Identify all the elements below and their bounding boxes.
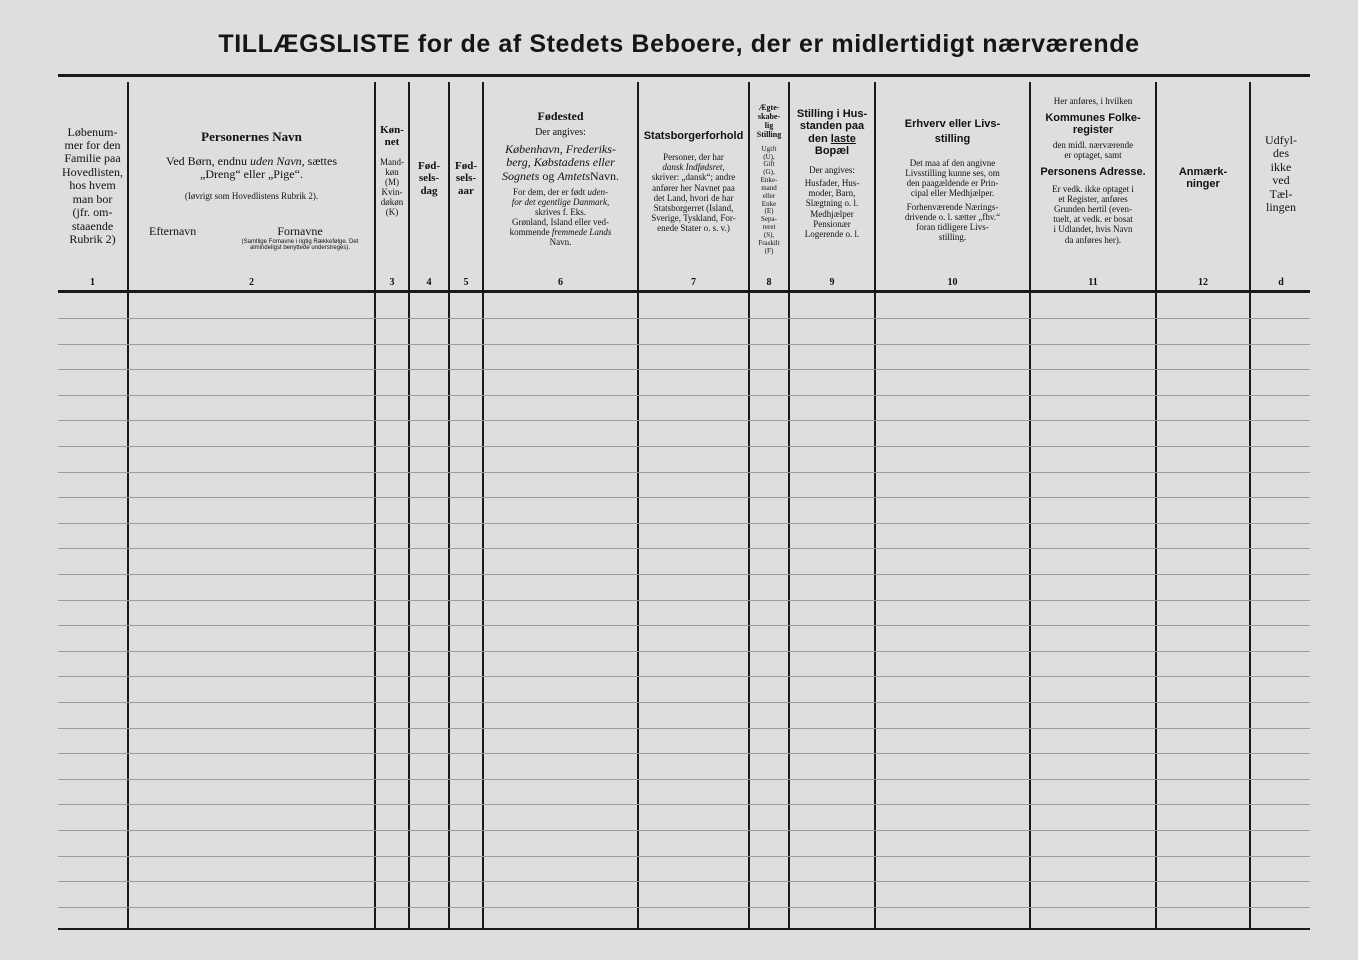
- col-11-heading-2: Personens Adresse.: [1040, 165, 1146, 178]
- col-2-heading: Personernes Navn: [201, 129, 302, 144]
- col-1-line: man bor: [72, 191, 113, 206]
- col-11-line: i Udlandet, hvis Navn: [1053, 224, 1133, 235]
- col-1-line: mer for den: [64, 137, 121, 152]
- col-10-heading-line: Erhverv eller Livs-: [904, 118, 1001, 130]
- ruled-line: [58, 856, 1310, 857]
- col-10-line: Livsstilling kunne ses, om: [905, 167, 1000, 178]
- ruled-line: [58, 728, 1310, 729]
- col-10-header: [876, 82, 1029, 290]
- ruled-line: [58, 574, 1310, 575]
- col-3-line: (K): [385, 207, 399, 218]
- col-6-text-line: skrives f. Eks.: [535, 207, 586, 218]
- col-3-heading-line: Køn-: [380, 124, 404, 136]
- col-6-number: 6: [558, 277, 563, 288]
- col-2-forenames-label: Fornavne: [277, 223, 323, 238]
- col-6-header: [484, 82, 637, 290]
- col-9-line: Husfader, Hus-: [804, 178, 860, 189]
- col-2-forenames-block: [240, 224, 360, 252]
- ruled-line: [58, 548, 1310, 549]
- col-11-heading-line: register: [1072, 124, 1114, 137]
- col-1-line: staaende: [71, 218, 114, 233]
- ruled-line: [58, 830, 1310, 831]
- col-6-italic-line: København, Frederiks-: [505, 141, 616, 156]
- col-6-heading: Fødested: [537, 109, 584, 123]
- col-2-note: (Iøvrigt som Hovedlistens Rubrik 2).: [184, 191, 319, 202]
- col-8-line: Ugift: [761, 144, 777, 153]
- col-11-line: Er vedk. ikke optaget i: [1052, 184, 1134, 195]
- col-2-text-1: Ved Børn, endnu uden Navn, sættes: [166, 153, 337, 168]
- col-10-line: Forhenværende Nærings-: [906, 201, 999, 212]
- col-11-line: et Register, anføres: [1058, 194, 1128, 205]
- col-d-line: des: [1273, 146, 1289, 161]
- col-6-text-line: Grønland, Island eller ved-: [512, 217, 609, 228]
- col-9-heading-line: Bopæl: [814, 144, 850, 157]
- col-d-header: [1251, 82, 1311, 290]
- col-3-heading-line: net: [384, 136, 400, 149]
- col-1-line: Løbenum-: [67, 124, 118, 139]
- ruled-line: [58, 497, 1310, 498]
- col-9-line: moder, Barn,: [808, 188, 856, 199]
- ruled-line: [58, 804, 1310, 805]
- col-3-number: 3: [389, 277, 395, 288]
- col-3-line: Mand-: [380, 156, 404, 167]
- col-7-line: Statsborgerret (Island,: [653, 202, 734, 213]
- col-2-text-2: „Dreng“ eller „Pige“.: [200, 166, 303, 181]
- col-11-line: den midl. nærværende: [1052, 139, 1134, 150]
- col-7-heading: Statsborgerforhold: [643, 130, 744, 142]
- col-5-header: [450, 82, 482, 290]
- col-9-line: Medhjælper: [810, 208, 854, 219]
- col-8-heading-line: Stilling: [756, 129, 782, 139]
- col-4-heading-line: sels-: [418, 172, 440, 185]
- ruled-line: [58, 446, 1310, 447]
- col-6-italic-line-b: for det egentlige Danmark,: [511, 197, 610, 208]
- col-7-line: enede Stater o. s. v.): [657, 222, 730, 233]
- col-4-number: 4: [426, 277, 432, 288]
- col-9-heading-line: Stilling i Hus-: [796, 108, 868, 120]
- col-d-line: Udfyl-: [1265, 133, 1297, 147]
- ruled-line: [58, 600, 1310, 601]
- col-8-line: Enke: [761, 199, 777, 208]
- col-2-surname-label: Efternavn: [149, 223, 197, 238]
- form-title: TILLÆGSLISTE for de af Stedets Beboere, der er midlertidigt nærværende: [218, 30, 1140, 58]
- col-2-header: [129, 82, 374, 290]
- ruled-line: [58, 344, 1310, 345]
- col-4-heading-line: dag: [420, 184, 438, 197]
- col-11-top: Her anføres, i hvilken: [1053, 96, 1133, 106]
- col-8-line: Sepa-: [761, 215, 777, 224]
- ruled-line: [58, 523, 1310, 524]
- col-9-header: [790, 82, 874, 290]
- col-8-line: mand: [761, 183, 777, 192]
- col-12-heading-line: ninger: [1186, 178, 1220, 191]
- col-8-heading-line: lig: [764, 120, 774, 130]
- col-7-line: skriver: „dansk“; andre: [651, 172, 736, 183]
- col-10-line: stilling.: [938, 232, 967, 243]
- col-10-line: drivende o. l. sætter „fhv.“: [904, 212, 1001, 223]
- col-12-number: 12: [1198, 277, 1208, 288]
- col-6-italic-line: berg, Købstadens eller: [506, 155, 615, 170]
- col-1-line: Hovedlisten,: [62, 164, 123, 179]
- col-11-heading-line: Kommunes Folke-: [1045, 112, 1141, 125]
- ruled-line: [58, 881, 1310, 882]
- col-11-line: er optaget, samt: [1064, 149, 1122, 160]
- ruled-line: [58, 702, 1310, 703]
- col-8-line: (G),: [763, 168, 775, 177]
- col-9-line: Slægtning o. l.: [805, 198, 859, 209]
- ruled-line: [58, 651, 1310, 652]
- col-8-heading-line: Ægte-: [758, 103, 780, 112]
- col-11-header: [1031, 82, 1155, 290]
- ruled-line: [58, 676, 1310, 677]
- col-8-line: (U),: [763, 152, 775, 161]
- col-7-line: Personer, der har: [663, 152, 724, 163]
- ruled-line: [58, 318, 1310, 319]
- col-5-heading-line: aar: [458, 184, 474, 197]
- col-4-heading-line: Fød-: [418, 160, 440, 172]
- col-d-line: ved: [1272, 173, 1290, 188]
- col-3-line: køn: [385, 166, 399, 177]
- col-12-header: [1157, 82, 1249, 290]
- ruled-line: [58, 395, 1310, 396]
- col-8-line: Fraskilt: [758, 238, 780, 247]
- ruled-line: [58, 625, 1310, 626]
- col-d-line: ikke: [1270, 159, 1292, 174]
- ruled-line: [58, 420, 1310, 421]
- col-d-line: Tæl-: [1269, 186, 1293, 201]
- col-7-italic-line: dansk Indfødsret,: [662, 162, 725, 173]
- col-9-sub: Der angives:: [809, 165, 855, 176]
- col-8-line: (E): [764, 207, 774, 216]
- col-10-heading-line: stilling: [934, 133, 971, 146]
- col-1-number: 1: [90, 277, 95, 288]
- col-1-line: Familie paa: [64, 151, 121, 166]
- col-10-line: den paagældende er Prin-: [906, 177, 999, 188]
- col-2-number: 2: [249, 277, 254, 288]
- ruled-line: [58, 779, 1310, 780]
- col-d-line: lingen: [1266, 200, 1296, 215]
- ruled-line: [58, 753, 1310, 754]
- col-7-header: [639, 82, 748, 290]
- col-8-line: (S),: [763, 230, 775, 239]
- col-5-heading-line: Fød-: [455, 160, 477, 172]
- col-11-line: da anføres her).: [1064, 234, 1122, 245]
- col-8-line: reret: [762, 223, 776, 232]
- col-1-line: Rubrik 2): [69, 232, 116, 247]
- col-11-number: 11: [1088, 277, 1098, 288]
- col-1-header: [58, 82, 127, 290]
- ruled-line: [58, 907, 1310, 908]
- col-5-number: 5: [463, 277, 469, 288]
- col-8-line: Enke-: [760, 176, 778, 185]
- col-8-heading-line: skabe-: [757, 111, 781, 121]
- col-8-line: Gift: [763, 160, 775, 169]
- col-9-heading-line: den laste: [808, 132, 856, 145]
- col-7-number: 7: [691, 277, 696, 288]
- table-bottom-rule: [58, 928, 1310, 930]
- col-3-line: (M): [385, 176, 399, 187]
- col-2-subheads: [129, 224, 374, 252]
- header-bottom-rule: [58, 290, 1310, 293]
- col-6-text-line: For dem, der er født uden-: [513, 186, 608, 197]
- col-11-line: tuelt, at vedk. er bosat: [1053, 214, 1133, 225]
- col-8-line: (F): [764, 246, 774, 255]
- col-6-text-line: Navn.: [549, 237, 572, 248]
- col-6-sub: Der angives:: [535, 127, 586, 139]
- col-6-text-line: kommende fremmede Lands: [509, 227, 612, 238]
- col-10-line: Det maa af den angivne: [909, 157, 996, 168]
- col-8-header: [750, 82, 788, 290]
- col-2-forenames-note: (Samtlige Fornavne i rigtig Rækkefølge. Det almindeligst benyttede understreges).: [241, 238, 359, 252]
- col-5-heading-line: sels-: [455, 172, 477, 185]
- col-11-line: Grunden hertil (even-: [1054, 204, 1132, 215]
- col-d-number: d: [1278, 277, 1284, 288]
- col-7-line: anfører her Navnet paa: [652, 182, 735, 193]
- col-9-number: 9: [829, 277, 835, 288]
- col-9-heading-line: standen paa: [799, 120, 865, 133]
- ruled-line: [58, 369, 1310, 370]
- col-7-line: Sverige, Tyskland, For-: [651, 212, 736, 223]
- col-10-number: 10: [947, 277, 958, 288]
- col-3-header: [376, 82, 408, 290]
- col-8-number: 8: [766, 277, 772, 288]
- col-1-line: hos hvem: [69, 178, 116, 193]
- col-10-line: foran tidligere Livs-: [916, 222, 989, 233]
- col-3-line: døkøn: [380, 196, 404, 207]
- col-3-line: Kvin-: [381, 186, 403, 197]
- col-1-line: (jfr. om-: [72, 205, 113, 220]
- col-7-line: det Land, hvori de har: [653, 192, 734, 203]
- col-6-mixed-line: Sognets og AmtetsNavn.: [501, 168, 619, 183]
- col-12-heading-line: Anmærk-: [1178, 166, 1228, 178]
- col-10-line: cipal eller Medhjælper.: [910, 187, 995, 198]
- ruled-line: [58, 472, 1310, 473]
- col-4-header: [410, 82, 448, 290]
- col-9-line: Logerende o. l.: [804, 228, 860, 239]
- header-top-rule: [58, 74, 1310, 77]
- col-8-line: eller: [762, 191, 776, 200]
- col-9-line: Pensionær: [813, 218, 851, 229]
